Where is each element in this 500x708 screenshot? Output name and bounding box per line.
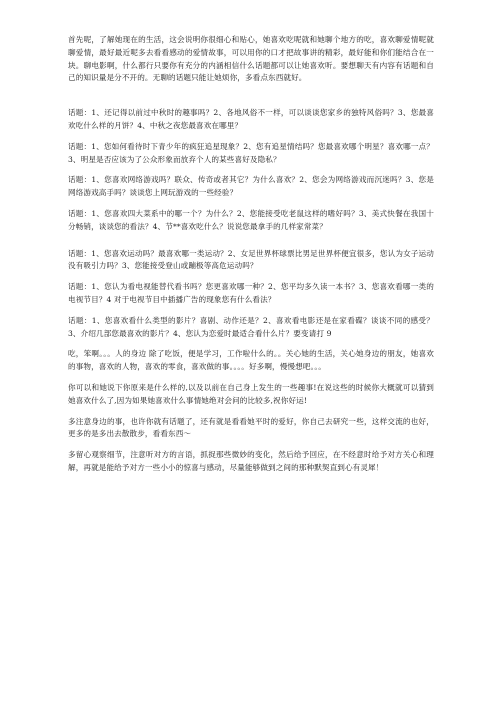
paragraph-intro: 首先呢，了解她现在的生活，这会说明你很细心和贴心，她喜欢吃呢就和她聊个地方的吃，喜欢聊爱情呢就聊爱情，最好最近呢多去看看感动的爱情故事，可以用你的口才把故事讲的精彩，最好能和你们能结合在一块。聊电影啊，什么都行只要你有充分的内涵相信什么话题都可以让她喜欢听。要想聊天有内容有话题和自己的知识量是分不开的。无聊的话题只能让她烦你，多看点东西就好。 xyxy=(68,35,434,83)
paragraph-topic-celebrities: 话题：1、您如何看待时下青少年的疯狂追星现象？2、您有追星情结吗？您最喜欢哪个明星？喜欢哪一点？ 3、明星是否应该为了公众形象而放弃个人的某些喜好及隐私？ xyxy=(68,141,434,164)
paragraph-hobbies: 多注意身边的事，也许你就有话题了，还有就是看看她平时的爱好，你自己去研究一些，这样交流的也好，更多的是多出去散散步，看看东西～ xyxy=(68,416,434,439)
document-page xyxy=(68,34,434,475)
paragraph-topic-online-games: 话题：1、您喜欢网络游戏吗？联众、传奇或者其它？为什么喜欢？2、您会为网络游戏而沉迷吗？3、您是网络游戏高手吗？谈谈您上网玩游戏的一些经验？ xyxy=(68,175,434,198)
paragraph-past-stories: 你可以和她说下你原来是什么样的,以及以前在自己身上发生的一些趣事!在说这些的时候你大概就可以猜到她喜欢什么了,因为如果她喜欢什么事情她绝对会问的比较多,祝你好运! xyxy=(68,382,434,405)
paragraph-topic-cuisine: 话题：1、您喜欢四大菜系中的哪一个？为什么？2、您能接受吃老鼠这样的嗜好吗？3、美式快餐在我国十分畅销，谈谈您的看法？4、节**喜欢吃什么？说说您最拿手的几样家常菜？ xyxy=(68,208,434,231)
paragraph-topic-movies: 话题：1、您喜欢看什么类型的影片？喜剧、动作还是？2、喜欢看电影还是在家看碟？谈谈不同的感受？3、介绍几部您最喜欢的影片？4、您认为恋爱时最适合看什么片？要变请打 9 xyxy=(68,315,434,338)
paragraph-observe-details: 多留心观察细节，注意听对方的言语，抓捉那些微妙的变化，然后给予回应，在不经意时给予对方关心和理解，再就是能给予对方一些小小的惊喜与感动，尽量能够做到之间的那种默契直到心有灵犀！ xyxy=(68,450,434,472)
paragraph-daily-life: 吃，笨啊。。。人的身边 除了吃饭，便是学习，工作啦什么的。。关心她的生活，关心她身边的朋友，她喜欢的事物，喜欢的人物，喜欢的零食，喜欢做的事。。。。好多啊，慢慢想吧。。。 xyxy=(68,349,434,372)
paragraph-topic-sports: 话题：1、您喜欢运动吗？最喜欢哪一类运动？2、女足世界杯球票比男足世界杯便宜很多，您认为女子运动没有吸引力吗？3、您能接受登山或蹦极等高危运动吗？ xyxy=(68,248,434,271)
paragraph-topic-tv-books: 话题：1、您认为看电视能替代看书吗？您更喜欢哪一种？2、您平均多久读一本书？3、您喜欢看哪一类的电视节目？4 对于电视节目中插播广告的现象您有什么看法？ xyxy=(68,282,434,304)
paragraph-topic-mid-autumn: 话题：1、还记得以前过中秋时的趣事吗？2、各地风俗不一样，可以谈谈您家乡的独特风俗吗？3、您最喜欢吃什么样的月饼？4、中秋之夜您最喜欢在哪里？ xyxy=(68,108,434,130)
